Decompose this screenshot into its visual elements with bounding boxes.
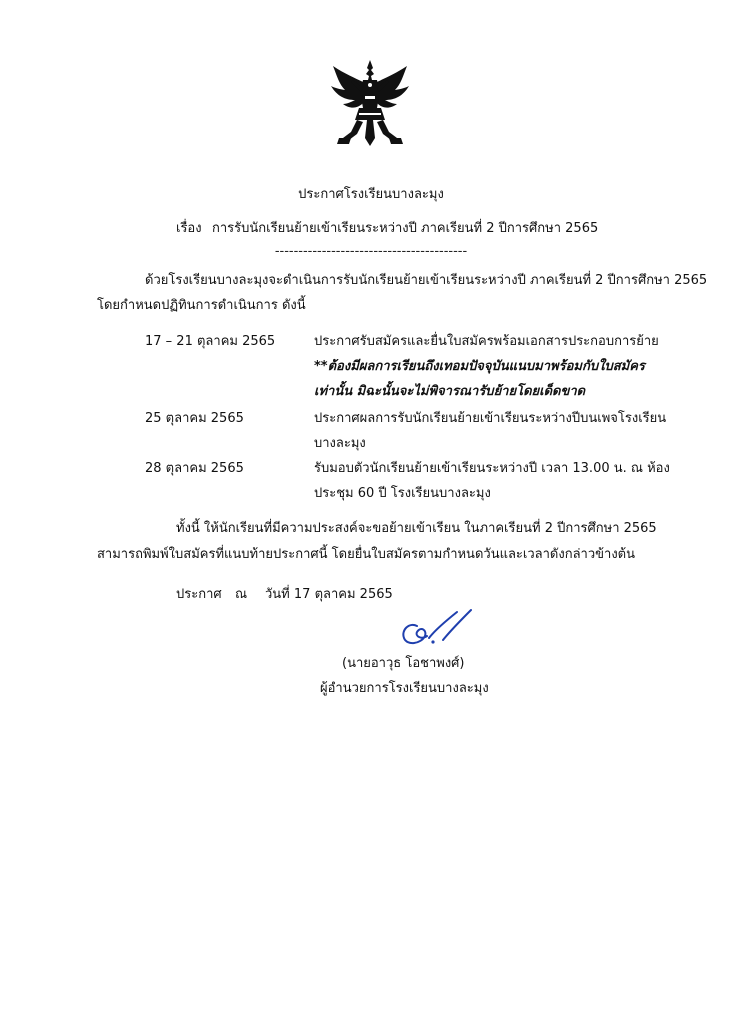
schedule-note-2: เท่านั้น มิฉะนั้นจะไม่พิจารณารับย้ายโดยเด็ดขาด: [314, 384, 586, 399]
signer-title: ผู้อำนวยการโรงเรียนบางละมุง: [320, 681, 489, 696]
schedule-note-1: **ต้องมีผลการเรียนถึงเทอมปัจจุบันแนบมาพร้อมกับใบสมัคร: [314, 359, 645, 374]
announce-label: ประกาศ: [176, 587, 222, 602]
subject-text: การรับนักเรียนย้ายเข้าเรียนระหว่างปี ภาคเรียนที่ 2 ปีการศึกษา 2565: [212, 221, 599, 236]
schedule-text-3: รับมอบตัวนักเรียนย้ายเข้าเรียนระหว่างปี เวลา 13.00 น. ณ ห้อง: [314, 461, 670, 476]
schedule-date-3: 28 ตุลาคม 2565: [145, 461, 244, 476]
intro-line-2: โดยกำหนดปฏิทินการดำเนินการ ดังนี้: [97, 298, 306, 313]
garuda-emblem-icon: [327, 58, 413, 148]
schedule-text-3b: ประชุม 60 ปี โรงเรียนบางละมุง: [314, 486, 491, 501]
intro-line-1: ด้วยโรงเรียนบางละมุงจะดำเนินการรับนักเรียนย้ายเข้าเรียนระหว่างปี ภาคเรียนที่ 2 ปีการศึกษา 2565: [145, 273, 708, 288]
closing-line-2: สามารถพิมพ์ใบสมัครที่แนบท้ายประกาศนี้ โดยยื่นใบสมัครตามกำหนดวันและเวลาดังกล่าวข้างต้น: [97, 547, 636, 562]
schedule-date-1: 17 – 21 ตุลาคม 2565: [145, 334, 276, 349]
handwritten-signature: [395, 608, 475, 650]
announce-at: ณ: [235, 587, 248, 602]
subject-label: เรื่อง: [176, 221, 202, 236]
announce-date: วันที่ 17 ตุลาคม 2565: [265, 587, 393, 602]
divider-line: -----------------------------------------: [274, 244, 468, 259]
schedule-text-2b: บางละมุง: [314, 436, 366, 451]
closing-line-1: ทั้งนี้ ให้นักเรียนที่มีความประสงค์จะขอย้ายเข้าเรียน ในภาคเรียนที่ 2 ปีการศึกษา 2565: [176, 521, 657, 536]
signer-name: (นายอาวุธ โอชาพงศ์): [342, 656, 465, 671]
schedule-date-2: 25 ตุลาคม 2565: [145, 411, 244, 426]
schedule-text-2: ประกาศผลการรับนักเรียนย้ายเข้าเรียนระหว่างปีบนเพจโรงเรียน: [314, 411, 667, 426]
schedule-text-1: ประกาศรับสมัครและยื่นใบสมัครพร้อมเอกสารประกอบการย้าย: [314, 334, 659, 349]
announcement-title: ประกาศโรงเรียนบางละมุง: [298, 187, 444, 202]
